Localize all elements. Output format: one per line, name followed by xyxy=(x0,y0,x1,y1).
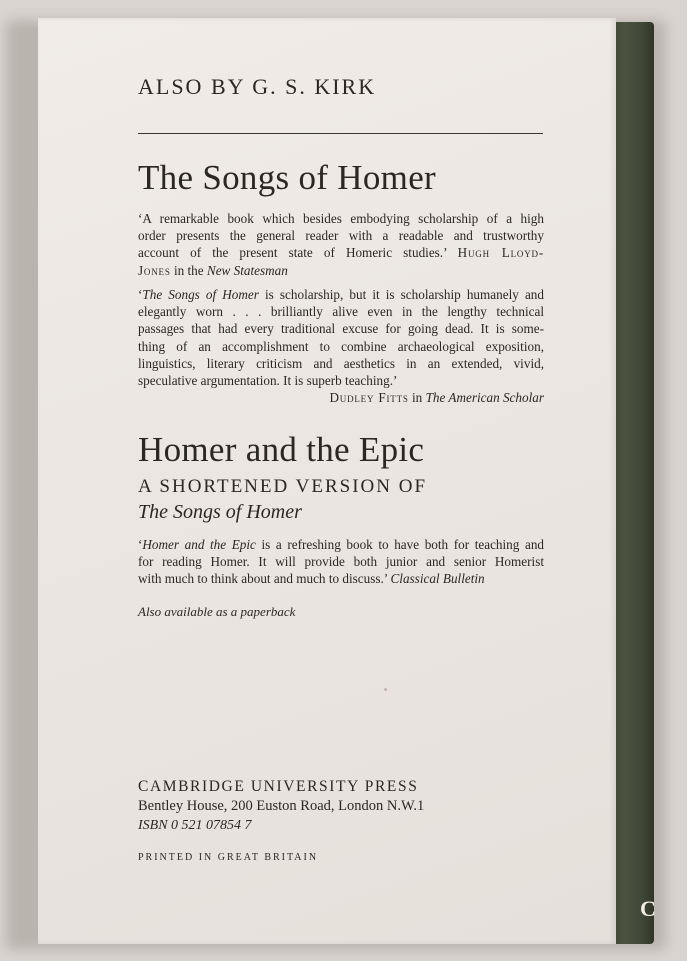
printed-in: PRINTED IN GREAT BRITAIN xyxy=(138,852,319,863)
book1-review2 xyxy=(138,286,544,406)
book2-review-line: with much to think about and much to discuss.’ Classical Bulletin xyxy=(138,571,485,587)
review1-line: Jones in the New Statesman xyxy=(138,262,288,278)
paper-speck xyxy=(384,688,387,691)
heading-rule xyxy=(138,133,543,134)
review1-source: New Statesman xyxy=(206,262,288,278)
book-spine xyxy=(612,22,654,944)
book2-title: Homer and the Epic xyxy=(138,430,425,469)
review2-line: passages that had every traditional excuse for going dead. It is some- xyxy=(138,321,544,337)
book2-review-source: Classical Bulletin xyxy=(390,571,485,587)
review2-attribution: Dudley Fitts in The American Scholar xyxy=(329,390,544,406)
book2-review xyxy=(138,536,544,588)
review2-line: ‘The Songs of Homer is scholarship, but it is scholarship humanely and xyxy=(138,287,544,302)
review2-line: speculative argumentation. It is superb teaching.’ xyxy=(138,373,398,389)
review2-line: elegantly worn . . . brilliantly alive even in the lengthy technical xyxy=(138,304,544,320)
paperback-note: Also available as a paperback xyxy=(138,604,296,619)
review1-line: order presents the general reader with a readable and trustworthy xyxy=(138,228,544,244)
isbn: ISBN 0 521 07854 7 xyxy=(138,818,252,833)
also-by-heading: ALSO BY G. S. KIRK xyxy=(138,74,377,99)
book2-review-line: for reading Homer. It will provide both junior and senior Homerist xyxy=(138,554,544,570)
book1-title: The Songs of Homer xyxy=(138,158,436,197)
review2-line: linguistics, literary criticism and aesthetics in an extended, vivid, xyxy=(138,355,544,371)
book2-review-line: ‘Homer and the Epic is a refreshing book to have both for teaching and xyxy=(138,537,545,552)
book1-review1 xyxy=(138,210,544,279)
book2-subtitle-book: The Songs of Homer xyxy=(138,501,302,523)
publisher-address: Bentley House, 200 Euston Road, London N.W.1 xyxy=(138,798,425,814)
book2-subtitle: A SHORTENED VERSION OF xyxy=(138,476,428,497)
spine-letter: C xyxy=(640,896,656,921)
publisher-name: CAMBRIDGE UNIVERSITY PRESS xyxy=(138,778,419,795)
review1-line: ‘A remarkable book which besides embodying scholarship of a high xyxy=(138,211,544,226)
review1-attribution: Hugh Lloyd- xyxy=(457,245,545,261)
review1-line: account of the present state of Homeric studies.’ Hugh Lloyd- xyxy=(138,245,545,261)
review2-line: thing of an accomplishment to combine archaeological exposition, xyxy=(138,338,544,354)
